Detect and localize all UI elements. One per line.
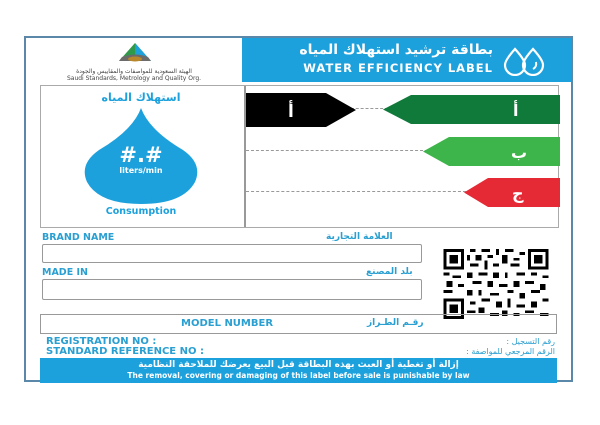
water-efficiency-label xyxy=(24,36,573,382)
model-number-field[interactable] xyxy=(40,314,557,334)
consumption-title-ar: استهلاك المياه xyxy=(101,91,181,104)
header-band xyxy=(242,38,571,82)
svg-text:ب: ب xyxy=(511,143,528,162)
standard-reference-no-label-ar: الرقم المرجعي للمواصفة : xyxy=(466,347,555,356)
made-in-label: MADE IN xyxy=(42,267,88,278)
consumption-unit: liters/min xyxy=(119,166,163,175)
svg-text:ج: ج xyxy=(512,184,524,203)
dotted-line-b xyxy=(246,150,428,151)
qr-code-icon xyxy=(442,249,550,319)
consumption-title-en-line2: Consumption xyxy=(105,206,177,217)
org-name-ar: الهيئة السعودية للمواصفات والمقاييس والجودة xyxy=(76,68,192,75)
brand-name-field[interactable] xyxy=(42,244,422,263)
consumption-title-en-line1: Water xyxy=(124,194,158,205)
rating-class-c xyxy=(464,178,560,207)
saso-logo xyxy=(34,42,234,82)
standard-reference-no-label: STANDARD REFERENCE NO : xyxy=(46,346,204,357)
legal-warning-banner xyxy=(40,358,557,383)
made-in-label-ar: بلد المصنع xyxy=(366,267,413,277)
org-name-en: Saudi Standards, Metrology and Quality Org. xyxy=(66,75,202,82)
brand-name-label: BRAND NAME xyxy=(42,232,115,243)
made-in-field[interactable] xyxy=(42,279,422,300)
warning-text-ar: إزالة أو تغطية أو العبث بهذه البطاقة قبل البيع يعرضك للملاحقة النظامية xyxy=(138,360,459,370)
rating-class-a xyxy=(383,95,560,124)
svg-text:أ: أ xyxy=(513,101,519,120)
rating-indicator-arrow xyxy=(246,93,356,127)
saso-logo-icon xyxy=(118,42,152,64)
consumption-title-en xyxy=(41,194,241,218)
rating-scale xyxy=(246,86,558,227)
label-title-ar: بطاقة ترشيد استهلاك المياه xyxy=(299,42,493,58)
dotted-line-c xyxy=(246,191,466,192)
registration-no-label-ar: رقم التسجيل : xyxy=(506,337,555,346)
consumption-panel xyxy=(41,86,246,227)
brand-name-label-ar: العلامة التجارية xyxy=(326,232,393,242)
warning-text-en: The removal, covering or damaging of this label before sale is punishable by law xyxy=(127,371,470,380)
consumption-value: #.# xyxy=(119,143,163,167)
model-number-label: MODEL NUMBER xyxy=(181,318,274,329)
label-title-en: WATER EFFICIENCY LABEL xyxy=(303,61,493,75)
svg-text:أ: أ xyxy=(288,102,294,122)
rating-class-b xyxy=(423,137,560,166)
water-drops-icon xyxy=(499,46,551,76)
model-number-label-ar: رقـم الطـراز xyxy=(367,318,424,328)
rating-grid xyxy=(40,85,559,228)
registration-no-label: REGISTRATION NO : xyxy=(46,336,157,347)
